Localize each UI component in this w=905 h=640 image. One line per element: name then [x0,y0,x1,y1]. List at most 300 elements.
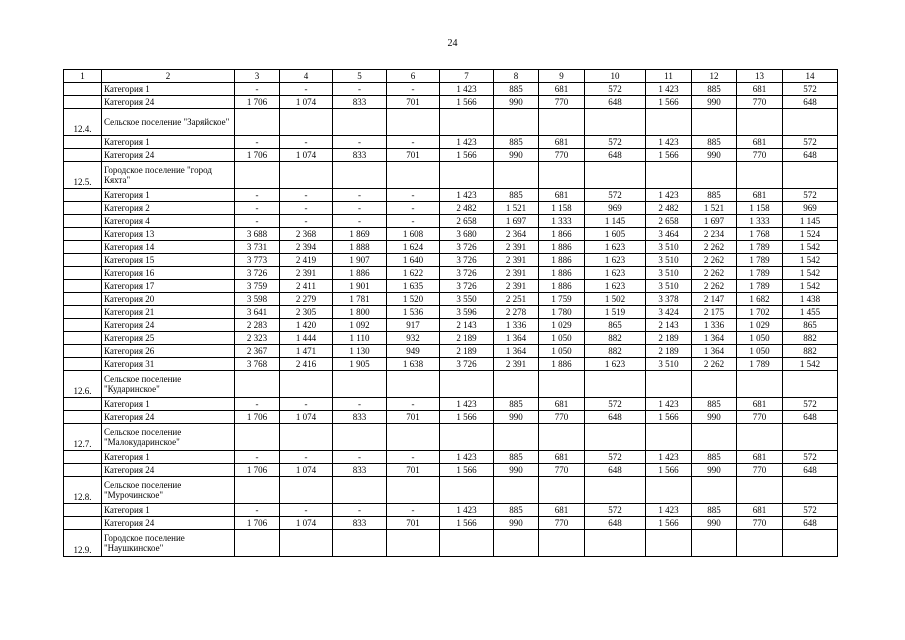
value-cell: 681 [737,189,783,202]
value-cell: 885 [494,398,539,411]
value-cell: 3 641 [235,306,280,319]
value-cell: 2 147 [692,293,737,306]
value-cell: 1 438 [783,293,838,306]
table-row [64,83,838,96]
value-cell: 2 262 [692,254,737,267]
value-cell: - [333,83,387,96]
value-cell: 990 [692,464,737,477]
value-cell: 1 888 [333,241,387,254]
value-cell: 3 726 [440,267,494,280]
value-cell: 1 542 [783,241,838,254]
value-cell: 990 [494,411,539,424]
table-header [64,70,838,83]
value-cell: 701 [387,96,440,109]
value-cell: 3 688 [235,228,280,241]
value-cell: 1 623 [585,280,646,293]
value-cell: 572 [783,504,838,517]
value-cell [280,530,333,557]
value-cell: 1 789 [737,241,783,254]
value-cell: 3 510 [646,280,692,293]
value-cell: 1 074 [280,96,333,109]
value-cell: 648 [783,464,838,477]
value-cell: 572 [585,189,646,202]
value-cell: 1 759 [539,293,585,306]
value-cell [585,162,646,189]
value-cell: - [333,136,387,149]
page-number: 24 [447,38,458,49]
value-cell: 1 623 [585,267,646,280]
value-cell: - [387,398,440,411]
value-cell: 2 189 [440,332,494,345]
value-cell: 1 519 [585,306,646,319]
value-cell: 3 378 [646,293,692,306]
row-number [64,267,102,280]
value-cell: 1 623 [585,254,646,267]
value-cell: 865 [585,319,646,332]
value-cell [585,109,646,136]
value-cell: 1 074 [280,411,333,424]
value-cell: - [280,398,333,411]
value-cell: 3 424 [646,306,692,319]
value-cell [692,477,737,504]
table-row [64,306,838,319]
value-cell: 3 726 [440,241,494,254]
row-number [64,241,102,254]
value-cell: 1 638 [387,358,440,371]
value-cell: 990 [494,149,539,162]
value-cell: 572 [585,83,646,96]
category-label: Категория 15 [102,254,235,267]
value-cell: 3 759 [235,280,280,293]
value-cell: - [387,504,440,517]
value-cell: 1 566 [646,149,692,162]
value-cell: 3 598 [235,293,280,306]
value-cell: 1 420 [280,319,333,332]
value-cell: - [235,215,280,228]
value-cell: 648 [585,411,646,424]
value-cell: 1 502 [585,293,646,306]
value-cell: 1 423 [440,136,494,149]
value-cell [235,162,280,189]
section-row [64,424,838,451]
value-cell [539,371,585,398]
value-cell: 770 [539,149,585,162]
value-cell: 2 391 [494,267,539,280]
value-cell: 865 [783,319,838,332]
value-cell: 882 [585,345,646,358]
value-cell: 1 074 [280,464,333,477]
value-cell [783,162,838,189]
value-cell: 2 189 [646,332,692,345]
value-cell: 1 697 [494,215,539,228]
value-cell [692,530,737,557]
value-cell [737,371,783,398]
value-cell: 2 283 [235,319,280,332]
value-cell: 648 [783,149,838,162]
value-cell [280,424,333,451]
value-cell: 1 158 [737,202,783,215]
value-cell: 648 [585,149,646,162]
value-cell [737,424,783,451]
value-cell [539,162,585,189]
header-cell: 8 [494,70,539,83]
value-cell [737,109,783,136]
value-cell [783,109,838,136]
value-cell: 572 [585,136,646,149]
value-cell: - [235,189,280,202]
value-cell: 2 482 [646,202,692,215]
value-cell [494,477,539,504]
value-cell: - [387,83,440,96]
value-cell: 681 [737,451,783,464]
category-label: Категория 1 [102,136,235,149]
value-cell: 1 706 [235,149,280,162]
value-cell: 885 [494,83,539,96]
value-cell: 1 536 [387,306,440,319]
value-cell: 833 [333,96,387,109]
value-cell: 1 423 [646,398,692,411]
category-label: Категория 24 [102,411,235,424]
value-cell: - [387,202,440,215]
value-cell: 3 550 [440,293,494,306]
value-cell: 681 [737,83,783,96]
value-cell: 1 869 [333,228,387,241]
value-cell: 1 901 [333,280,387,293]
value-cell: - [333,504,387,517]
value-cell: 1 542 [783,254,838,267]
value-cell [494,162,539,189]
value-cell [646,424,692,451]
value-cell: 2 175 [692,306,737,319]
value-cell: 2 262 [692,280,737,293]
row-number: 12.8. [64,477,102,504]
table-row [64,96,838,109]
value-cell: 3 464 [646,228,692,241]
value-cell: - [235,202,280,215]
value-cell: 1 623 [585,241,646,254]
value-cell: 1 423 [440,504,494,517]
value-cell [333,477,387,504]
value-cell [646,371,692,398]
value-cell: 1 789 [737,254,783,267]
value-cell [440,109,494,136]
section-row [64,530,838,557]
header-cell: 13 [737,70,783,83]
value-cell: 990 [692,149,737,162]
value-cell: 1 110 [333,332,387,345]
value-cell: 701 [387,149,440,162]
value-cell: 681 [539,451,585,464]
header-cell: 11 [646,70,692,83]
value-cell: 1 706 [235,96,280,109]
value-cell: 833 [333,464,387,477]
value-cell: - [387,451,440,464]
category-label: Категория 26 [102,345,235,358]
header-cell: 1 [64,70,102,83]
value-cell: 833 [333,517,387,530]
value-cell: - [280,504,333,517]
value-cell [783,424,838,451]
value-cell: 2 251 [494,293,539,306]
value-cell: 648 [585,96,646,109]
value-cell: 1 521 [692,202,737,215]
value-cell: 1 702 [737,306,783,319]
table-row [64,280,838,293]
category-label: Категория 17 [102,280,235,293]
value-cell: 1 423 [646,83,692,96]
header-cell: 9 [539,70,585,83]
value-cell: 1 706 [235,411,280,424]
value-cell: 2 189 [440,345,494,358]
value-cell: 1 542 [783,267,838,280]
value-cell: 990 [494,517,539,530]
value-cell: 2 658 [646,215,692,228]
value-cell: 1 423 [440,189,494,202]
header-cell: 14 [783,70,838,83]
value-cell: 2 394 [280,241,333,254]
value-cell: 1 092 [333,319,387,332]
value-cell: 1 886 [539,267,585,280]
value-cell: 1 423 [440,83,494,96]
value-cell: 2 305 [280,306,333,319]
value-cell: 2 391 [494,241,539,254]
header-cell: 3 [235,70,280,83]
value-cell: 990 [692,96,737,109]
value-cell: 681 [539,398,585,411]
value-cell: 648 [783,96,838,109]
value-cell: 2 143 [646,319,692,332]
value-cell: - [235,136,280,149]
value-cell: 701 [387,517,440,530]
value-cell: 1 781 [333,293,387,306]
category-label: Категория 1 [102,451,235,464]
value-cell: 1 050 [539,345,585,358]
section-row [64,109,838,136]
section-row [64,371,838,398]
value-cell: 1 521 [494,202,539,215]
value-cell: 770 [737,464,783,477]
row-number [64,215,102,228]
value-cell: 1 623 [585,358,646,371]
value-cell [585,530,646,557]
value-cell: 1 768 [737,228,783,241]
value-cell [235,477,280,504]
value-cell: 1 907 [333,254,387,267]
value-cell [737,162,783,189]
value-cell: 1 886 [539,280,585,293]
table-row [64,504,838,517]
category-label: Категория 24 [102,96,235,109]
value-cell: 2 391 [494,254,539,267]
value-cell: 572 [585,398,646,411]
header-cell: 5 [333,70,387,83]
header-cell: 4 [280,70,333,83]
row-number [64,136,102,149]
table-row [64,398,838,411]
value-cell: 1 471 [280,345,333,358]
value-cell: - [280,202,333,215]
value-cell: 1 423 [646,136,692,149]
category-label: Категория 2 [102,202,235,215]
value-cell: 1 364 [692,345,737,358]
value-cell: 681 [539,136,585,149]
value-cell: 3 773 [235,254,280,267]
value-cell [440,477,494,504]
value-cell: - [280,136,333,149]
value-cell: 3 510 [646,267,692,280]
row-number [64,517,102,530]
table-row [64,345,838,358]
section-row [64,477,838,504]
value-cell: 770 [539,411,585,424]
value-cell: - [280,83,333,96]
value-cell: 572 [783,451,838,464]
category-label: Категория 13 [102,228,235,241]
value-cell: 990 [692,411,737,424]
value-cell [280,109,333,136]
value-cell: 932 [387,332,440,345]
value-cell: 885 [692,189,737,202]
value-cell: 1 789 [737,280,783,293]
value-cell [783,371,838,398]
value-cell [280,371,333,398]
value-cell [646,530,692,557]
value-cell: 1 800 [333,306,387,319]
row-number: 12.7. [64,424,102,451]
value-cell: 2 143 [440,319,494,332]
value-cell: 701 [387,464,440,477]
value-cell: 1 050 [737,332,783,345]
category-label: Категория 1 [102,504,235,517]
value-cell: 1 566 [440,411,494,424]
header-cell: 7 [440,70,494,83]
value-cell [333,109,387,136]
value-cell: 648 [585,517,646,530]
row-number [64,202,102,215]
value-cell: 770 [539,464,585,477]
value-cell: 2 262 [692,358,737,371]
row-number [64,398,102,411]
category-label: Категория 16 [102,267,235,280]
value-cell [539,530,585,557]
value-cell: 1 789 [737,267,783,280]
value-cell: 648 [783,517,838,530]
value-cell: 1 886 [539,241,585,254]
value-cell [783,530,838,557]
value-cell: 681 [737,136,783,149]
header-cell: 12 [692,70,737,83]
value-cell: 885 [692,83,737,96]
value-cell: 1 336 [494,319,539,332]
value-cell: 3 680 [440,228,494,241]
row-number [64,358,102,371]
value-cell: 1 566 [646,517,692,530]
value-cell: 2 391 [494,358,539,371]
table-row [64,215,838,228]
value-cell: 1 074 [280,149,333,162]
value-cell: 770 [737,149,783,162]
value-cell: 2 234 [692,228,737,241]
value-cell: 572 [585,504,646,517]
value-cell: 572 [783,189,838,202]
value-cell [235,371,280,398]
table-row [64,293,838,306]
table-row [64,267,838,280]
value-cell: 2 368 [280,228,333,241]
value-cell: 1 145 [783,215,838,228]
value-cell [235,109,280,136]
category-label: Категория 14 [102,241,235,254]
value-cell: 1 423 [440,451,494,464]
value-cell: 1 542 [783,358,838,371]
value-cell: 1 886 [539,358,585,371]
value-cell: 1 566 [440,96,494,109]
value-cell: 1 605 [585,228,646,241]
value-cell [387,371,440,398]
value-cell: 885 [692,398,737,411]
row-number [64,96,102,109]
value-cell: 1 158 [539,202,585,215]
value-cell: - [333,398,387,411]
value-cell [440,424,494,451]
table-row [64,358,838,371]
value-cell [494,530,539,557]
value-cell: 885 [494,136,539,149]
value-cell: 770 [737,96,783,109]
settlement-name: Сельское поселение "Малокударинское" [102,424,235,451]
row-number [64,83,102,96]
value-cell: 1 566 [440,517,494,530]
section-row [64,162,838,189]
value-cell: 770 [539,517,585,530]
value-cell: 3 768 [235,358,280,371]
settlement-name: Сельское поселение "Заряйское" [102,109,235,136]
value-cell: 3 596 [440,306,494,319]
value-cell: 1 635 [387,280,440,293]
settlement-name: Городское поселение "город Кяхта" [102,162,235,189]
value-cell: - [387,189,440,202]
row-number [64,504,102,517]
category-label: Категория 1 [102,189,235,202]
value-cell: 2 189 [646,345,692,358]
settlement-name: Городское поселение "Наушкинское" [102,530,235,557]
value-cell [387,109,440,136]
value-cell: 1 444 [280,332,333,345]
value-cell: 1 706 [235,517,280,530]
value-cell [280,477,333,504]
value-cell: 648 [585,464,646,477]
value-cell: 572 [585,451,646,464]
value-cell: 770 [737,517,783,530]
value-cell: 2 323 [235,332,280,345]
value-cell [387,424,440,451]
value-cell: 3 726 [440,280,494,293]
row-number [64,280,102,293]
row-number [64,293,102,306]
value-cell: 2 411 [280,280,333,293]
value-cell: 1 566 [440,464,494,477]
value-cell [440,371,494,398]
value-cell [333,162,387,189]
value-cell: 1 682 [737,293,783,306]
category-label: Категория 25 [102,332,235,345]
table-row [64,411,838,424]
value-cell: 1 145 [585,215,646,228]
table-row [64,254,838,267]
value-cell [280,162,333,189]
value-cell: 681 [539,83,585,96]
value-cell: 1 050 [539,332,585,345]
